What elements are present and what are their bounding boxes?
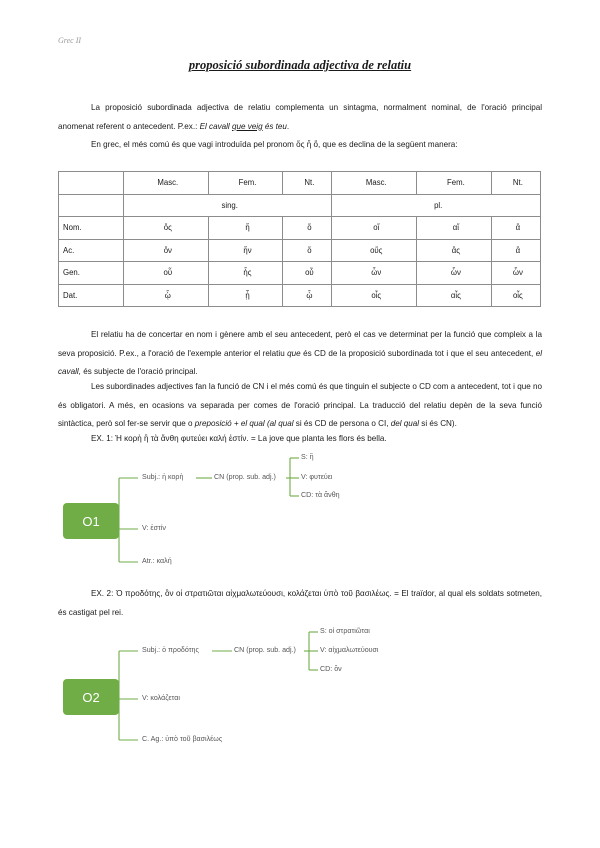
function-paragraph: Les subordinades adjectives fan la funció de CN i el més comú és que tinguin el subjecte o CD com a antecedent, tot i que no és obligatori. A més, en ocasions va separada per comes de l'oració principal. La traducció del relatiu depèn de la seva funció sintàctica, però sol fer-se servir que o preposició + el qual (al qual si és CD de persona o CI, del qual si és CN). [58,382,542,428]
diagram-2-sub-object: CD: ὃν [320,665,342,673]
diagram-2-sub-subject: S: οἱ στρατιῶται [320,627,370,635]
table-cell: ὅ [283,217,332,240]
table-cell: ἧς [208,262,283,285]
table-header: Fem. [208,172,283,195]
clause-node-o2: O2 [63,679,119,715]
table-cell: ἅς [417,239,492,262]
table-cell: ὅν [124,239,209,262]
table-cell: ἅ [491,217,540,240]
case-label: Ac. [59,239,124,262]
table-cell: οὗ [283,262,332,285]
diagram-2-cn: CN (prop. sub. adj.) [234,646,296,654]
intro-example: El cavall que veig és teu [199,121,287,131]
table-cell: ᾧ [283,284,332,307]
table-cell: οἷς [332,284,417,307]
number-singular: sing. [124,194,332,217]
table-cell: οἵ [332,217,417,240]
table-cell: ἥν [208,239,283,262]
diagram-2-sub-verb: V: αἰχμαλωτεύουσι [320,646,379,654]
table-cell: ὅ [283,239,332,262]
table-header: Masc. [332,172,417,195]
intro-text: La proposició subordinada adjectiva de relatiu complementa un sintagma, normalment nominal, de l'oració principal anomenat referent o antecedent. P.ex.: [58,103,542,131]
diagram-1-cn: CN (prop. sub. adj.) [214,473,276,481]
page-title: proposició subordinada adjectiva de relatiu [188,58,412,72]
table-header: Nt. [491,172,540,195]
intro-paragraph: La proposició subordinada adjectiva de relatiu complementa un sintagma, normalment nominal, de l'oració principal anomenat referent o antecedent. P.ex.: El cavall que veig és teu. [58,103,542,131]
table-cell: οὕς [332,239,417,262]
case-label: Nom. [59,217,124,240]
table-cell: ᾗ [208,284,283,307]
diagram-2-subject: Subj.: ὁ προδότης [142,646,199,654]
table-cell: ὧν [332,262,417,285]
example-2-text: EX. 2: Ὁ προδότης, ὃν οἱ στρατιῶται αἰχμαλωτεύουσι, κολάζεται ὑπὸ τοῦ βασιλέως. = El traïdor, al qual els soldats sotmeten, és castigat pel rei. [58,589,542,617]
diagram-1-subject: Subj.: ἡ κορὴ [142,473,184,481]
diagram-1-verb: V: ἐστίν [142,524,166,532]
table-cell: ᾧ [124,284,209,307]
intro-pronoun-paragraph: En grec, el més comú és que vagi introduïda pel pronom ὅς ἥ ὅ, que es declina de la següent manera: [91,140,458,149]
table-cell: ἥ [208,217,283,240]
diagram-1-sub-verb: V: φυτεύει [301,473,333,481]
table-cell: ὅς [124,217,209,240]
table-cell: ἅ [491,239,540,262]
table-cell: αἵ [417,217,492,240]
table-header: Masc. [124,172,209,195]
table-cell: οἷς [491,284,540,307]
diagram-1-sub-subject: S: ἣ [301,453,314,461]
table-header: Nt. [283,172,332,195]
case-label: Dat. [59,284,124,307]
diagram-1-sub-object: CD: τὰ ἄνθη [301,491,340,499]
example-1-text: EX. 1: Ἡ κορὴ ἣ τὰ ἄνθη φυτεύει καλή ἐστίν. = La jove que planta les flors és bella. [91,434,387,443]
diagram-2-agent: C. Ag.: ὑπὸ τοῦ βασιλέως [142,735,223,743]
diagram-2-verb: V: κολάζεται [142,694,180,702]
clause-node-o1: O1 [63,503,119,539]
table-cell: οὗ [124,262,209,285]
case-label: Gen. [59,262,124,285]
table-cell: ὧν [417,262,492,285]
table-header: Fem. [417,172,492,195]
number-plural: pl. [332,194,541,217]
diagram-1-attribute: Atr.: καλή [142,557,172,565]
table-cell: ὧν [491,262,540,285]
agreement-paragraph: El relatiu ha de concertar en nom i gènere amb el seu antecedent, però el cas ve determinat per la funció que compleix a la seva proposició. P.ex., a l'oració de l'exemple anterior el relatiu que és CD de la proposició subordinada tot i que el seu antecedent, el cavall, és subjecte de l'oració principal. [58,330,542,376]
page-header: Grec II [58,36,82,45]
table-cell: αἷς [417,284,492,307]
